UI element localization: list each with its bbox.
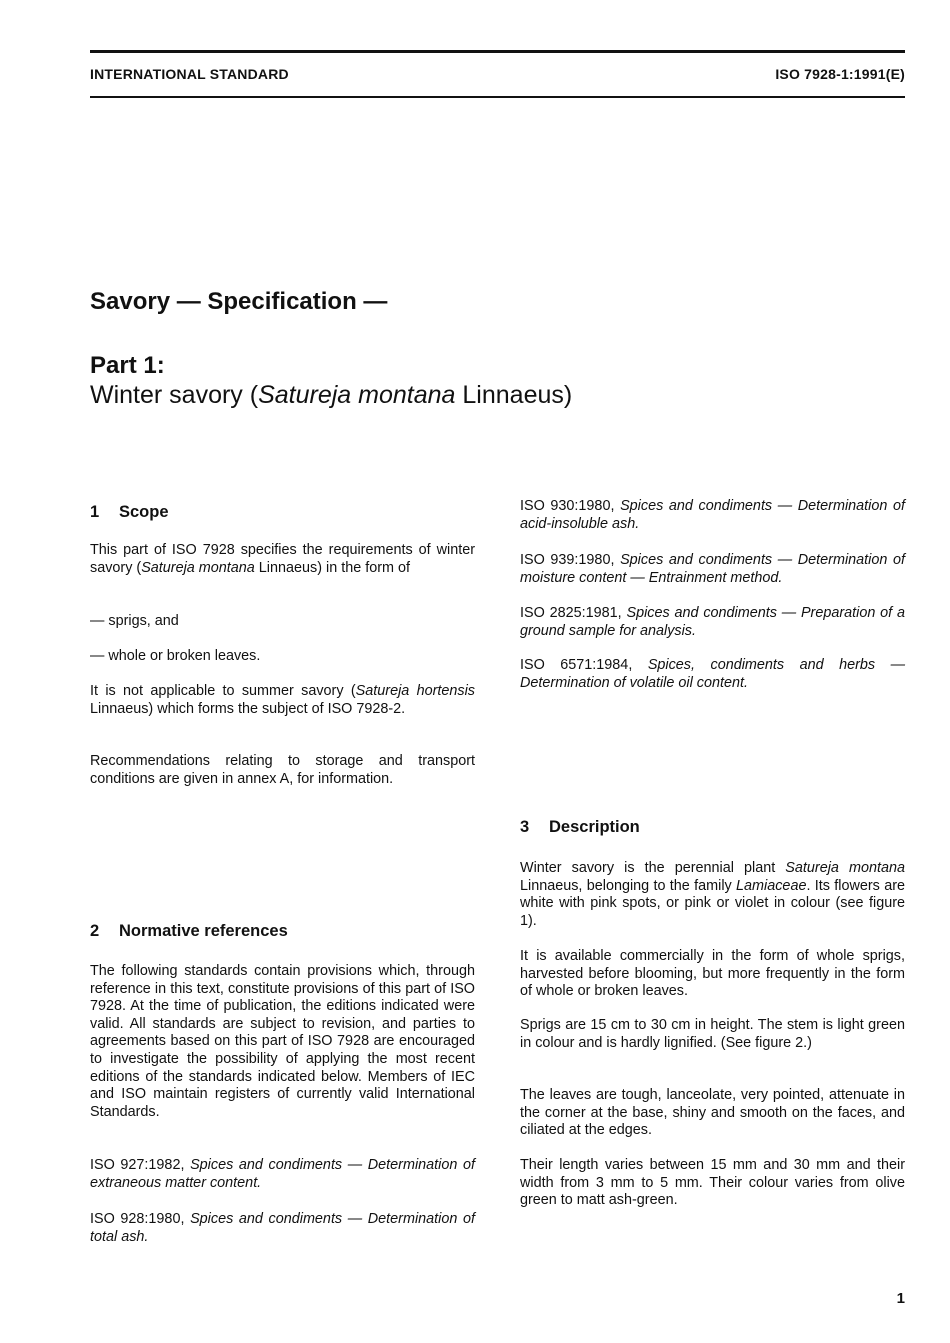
scope-para-2	[90, 683, 475, 718]
description-text: Winter savory is the perennial plant	[520, 860, 786, 876]
reference-item	[520, 498, 905, 533]
part-title-species: Satureja montana	[258, 381, 456, 409]
description-para-1	[520, 860, 905, 930]
reference-title: Spices, condiments and herbs — Determination of volatile oil content.	[520, 657, 905, 691]
section-1-number: 1	[90, 503, 100, 521]
description-dimensions: Their length varies between 15 mm and 30 mm and their width from 3 mm to 5 mm. Their colour varies from olive green to matt ash-green.	[520, 1157, 905, 1209]
description-text-end: . Its flowers are white with pink spots, or pink or violet in colour (see figure 1).	[520, 877, 905, 929]
description-availability: It is available commercially in the form of whole sprigs, harvested before blooming, but more frequently in the form of whole or broken leaves.	[520, 948, 905, 1000]
reference-code: ISO 2825:1981,	[520, 605, 627, 621]
description-text-mid: Linnaeus, belonging to the family	[520, 877, 737, 894]
reference-code: ISO 927:1982,	[90, 1157, 191, 1173]
section-1-title: Scope	[119, 503, 169, 521]
reference-title: Spices and condiments — Determination of acid-insoluble ash.	[520, 498, 905, 532]
reference-code: ISO 928:1980,	[90, 1211, 191, 1227]
reference-title: Spices and condiments — Determination of moisture content — Entrainment method.	[520, 552, 905, 586]
references-intro-text: The following standards contain provisions which, through reference in this text, constitute provisions of this part of ISO 7928. At the time of publication, the editions indicated were valid. All standards are subject to revision, and parties to agreements based on this part of ISO 7928 are encouraged to investigate the possibility of applying the most recent editions of the standards indicated below. Members of IEC and ISO maintain registers of currently valid International Standards.	[90, 963, 475, 1120]
scope-text-end: Linnaeus) in the form of	[254, 559, 410, 576]
reference-title: Spices and condiments — Preparation of a ground sample for analysis.	[520, 605, 906, 639]
part-title-text-end: Linnaeus)	[455, 381, 573, 409]
scope-list-item-2	[90, 648, 475, 666]
description-para-3	[520, 1017, 905, 1052]
reference-code: ISO 939:1980,	[520, 552, 621, 568]
document-part-label: Part 1:	[90, 352, 165, 379]
scope-exclusion-species: Satureja hortensis	[355, 683, 475, 699]
description-leaves: The leaves are tough, lanceolate, very pointed, attenuate in the corner at the base, shiny and smooth on the faces, and ciliated at the edges.	[520, 1087, 905, 1139]
section-2-number: 2	[90, 922, 100, 940]
description-sprigs: Sprigs are 15 cm to 30 cm in height. The stem is light green in colour and is hardly lignified. (See figure 2.)	[520, 1017, 905, 1051]
description-family: Lamiaceae	[736, 877, 807, 894]
scope-list-item-2-text: — whole or broken leaves.	[90, 648, 261, 664]
section-2-title: Normative references	[119, 922, 288, 940]
description-species: Satureja montana	[785, 860, 905, 876]
section-2-heading	[90, 922, 288, 941]
scope-list-item-1-text: — sprigs, and	[90, 613, 179, 629]
scope-exclusion-text-end: Linnaeus) which forms the subject of ISO 7928-2.	[90, 700, 406, 717]
scope-list-item-1	[90, 613, 475, 631]
part-title-text: Winter savory (	[90, 381, 259, 409]
reference-code: ISO 930:1980,	[520, 498, 621, 514]
section-3-heading	[520, 818, 640, 837]
description-para-5	[520, 1157, 905, 1210]
scope-text: This part of ISO 7928 specifies the requirements of winter savory (	[90, 542, 475, 576]
document-part-title	[90, 381, 572, 410]
reference-item	[520, 657, 905, 692]
reference-item	[90, 1157, 475, 1192]
section-1-heading	[90, 503, 169, 522]
header-bottom-rule	[90, 96, 905, 98]
reference-item	[90, 1211, 475, 1246]
reference-code: ISO 6571:1984,	[520, 657, 648, 673]
scope-para-1	[90, 542, 475, 577]
description-para-2	[520, 948, 905, 1001]
section-3-number: 3	[520, 818, 530, 836]
scope-exclusion-text: It is not applicable to summer savory (	[90, 683, 356, 699]
header-document-number: ISO 7928-1:1991(E)	[775, 66, 905, 82]
reference-item	[520, 552, 905, 587]
section-3-title: Description	[549, 818, 640, 836]
reference-item	[520, 605, 905, 640]
references-intro	[90, 963, 475, 1121]
header-top-rule	[90, 50, 905, 53]
description-para-4	[520, 1087, 905, 1140]
scope-species: Satureja montana	[141, 559, 255, 576]
reference-title: Spices and condiments — Determination of total ash.	[90, 1211, 475, 1245]
scope-para-3	[90, 753, 475, 788]
reference-title: Spices and condiments — Determination of extraneous matter content.	[90, 1157, 475, 1191]
page-number: 1	[896, 1290, 905, 1307]
scope-annex-note: Recommendations relating to storage and transport conditions are given in annex A, for information.	[90, 753, 475, 787]
document-title: Savory — Specification —	[90, 288, 388, 315]
header-document-type: INTERNATIONAL STANDARD	[90, 66, 289, 82]
